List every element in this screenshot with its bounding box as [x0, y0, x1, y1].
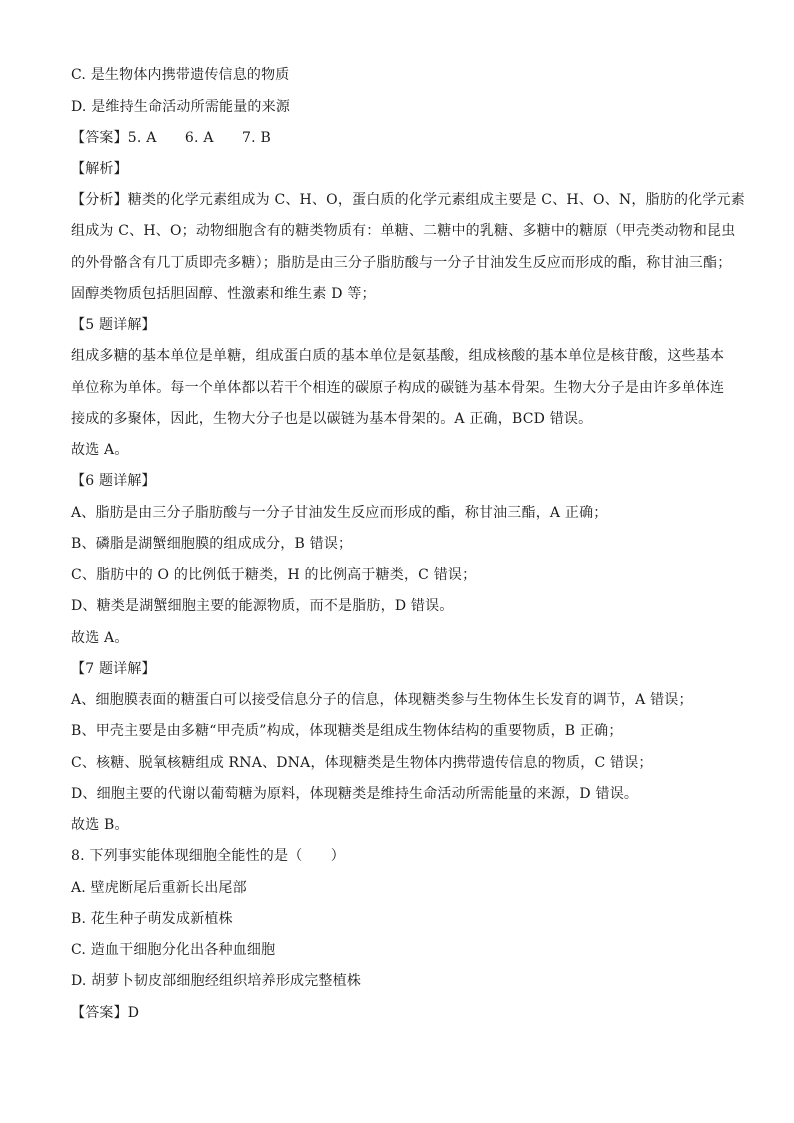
q5-detail-line: 接成的多聚体，因此，生物大分子也是以碳链为基本骨架的。A 正确，BCD 错误。	[71, 411, 593, 427]
q5-detail-line: 组成多糖的基本单位是单糖，组成蛋白质的基本单位是氨基酸，组成核酸的基本单位是核苷酸，这些基本	[71, 348, 725, 364]
q5-heading: 【5 题详解】	[71, 317, 156, 333]
q6-detail-line: C、脂肪中的 O 的比例低于糖类，H 的比例高于糖类，C 错误；	[71, 567, 477, 583]
analysis-line: 【分析】糖类的化学元素组成为 C、H、O，蛋白质的化学元素组成主要是 C、H、O、N，脂肪的化学元素	[71, 192, 745, 208]
q6-conclusion: 故选 A。	[71, 630, 129, 646]
analysis-line: 固醇类物质包括胆固醇、性激素和维生素 D 等；	[71, 286, 376, 302]
q8-option-b: B. 花生种子萌发成新植株	[71, 911, 233, 927]
q6-detail-line: A、脂肪是由三分子脂肪酸与一分子甘油发生反应而形成的酯，称甘油三酯，A 正确；	[71, 505, 608, 521]
q8-option-c: C. 造血干细胞分化出各种血细胞	[71, 942, 276, 958]
option-c-line: C. 是生物体内携带遗传信息的物质	[71, 67, 290, 83]
q7-conclusion: 故选 B。	[71, 817, 129, 833]
q6-detail-line: D、糖类是湖蟹细胞主要的能源物质，而不是脂肪，D 错误。	[71, 598, 454, 614]
answer-line: 【答案】5. A 6. A 7. B	[71, 130, 271, 146]
analysis-line: 的外骨骼含有几丁质即壳多糖）；脂肪是由三分子脂肪酸与一分子甘油发生反应而形成的酯，称甘油三酯；	[71, 255, 732, 271]
q6-heading: 【6 题详解】	[71, 473, 156, 489]
q5-detail-line: 单位称为单体。每一个单体都以若干个相连的碳原子构成的碳链为基本骨架。生物大分子是由许多单体连	[71, 380, 725, 396]
analysis-heading: 【解析】	[71, 161, 128, 177]
q8-option-a: A. 壁虎断尾后重新长出尾部	[71, 880, 247, 896]
q5-conclusion: 故选 A。	[71, 442, 129, 458]
q7-detail-line: C、核糖、脱氧核糖组成 RNA、DNA，体现糖类是生物体内携带遗传信息的物质，C 错误；	[71, 755, 653, 771]
q8-option-d: D. 胡萝卜韧皮部细胞经组织培养形成完整植株	[71, 973, 362, 989]
q7-detail-line: D、细胞主要的代谢以葡萄糖为原料，体现糖类是维持生命活动所需能量的来源，D 错误。	[71, 786, 639, 802]
analysis-line: 组成为 C、H、O；动物细胞含有的糖类物质有：单糖、二糖中的乳糖、多糖中的糖原（甲壳类动物和昆虫	[71, 223, 736, 239]
q6-detail-line: B、磷脂是湖蟹细胞膜的组成成分，B 错误；	[71, 536, 353, 552]
q7-detail-line: B、甲壳主要是由多糖“甲壳质”构成，体现糖类是组成生物体结构的重要物质，B 正确；	[71, 723, 623, 739]
q8-stem: 8. 下列事实能体现细胞全能性的是（ ）	[71, 848, 346, 864]
option-d-line: D. 是维持生命活动所需能量的来源	[71, 99, 291, 115]
q8-answer: 【答案】D	[71, 1005, 140, 1021]
q7-detail-line: A、细胞膜表面的糖蛋白可以接受信息分子的信息，体现糖类参与生物体生长发育的调节，A 错误；	[71, 692, 693, 708]
q7-heading: 【7 题详解】	[71, 661, 156, 677]
